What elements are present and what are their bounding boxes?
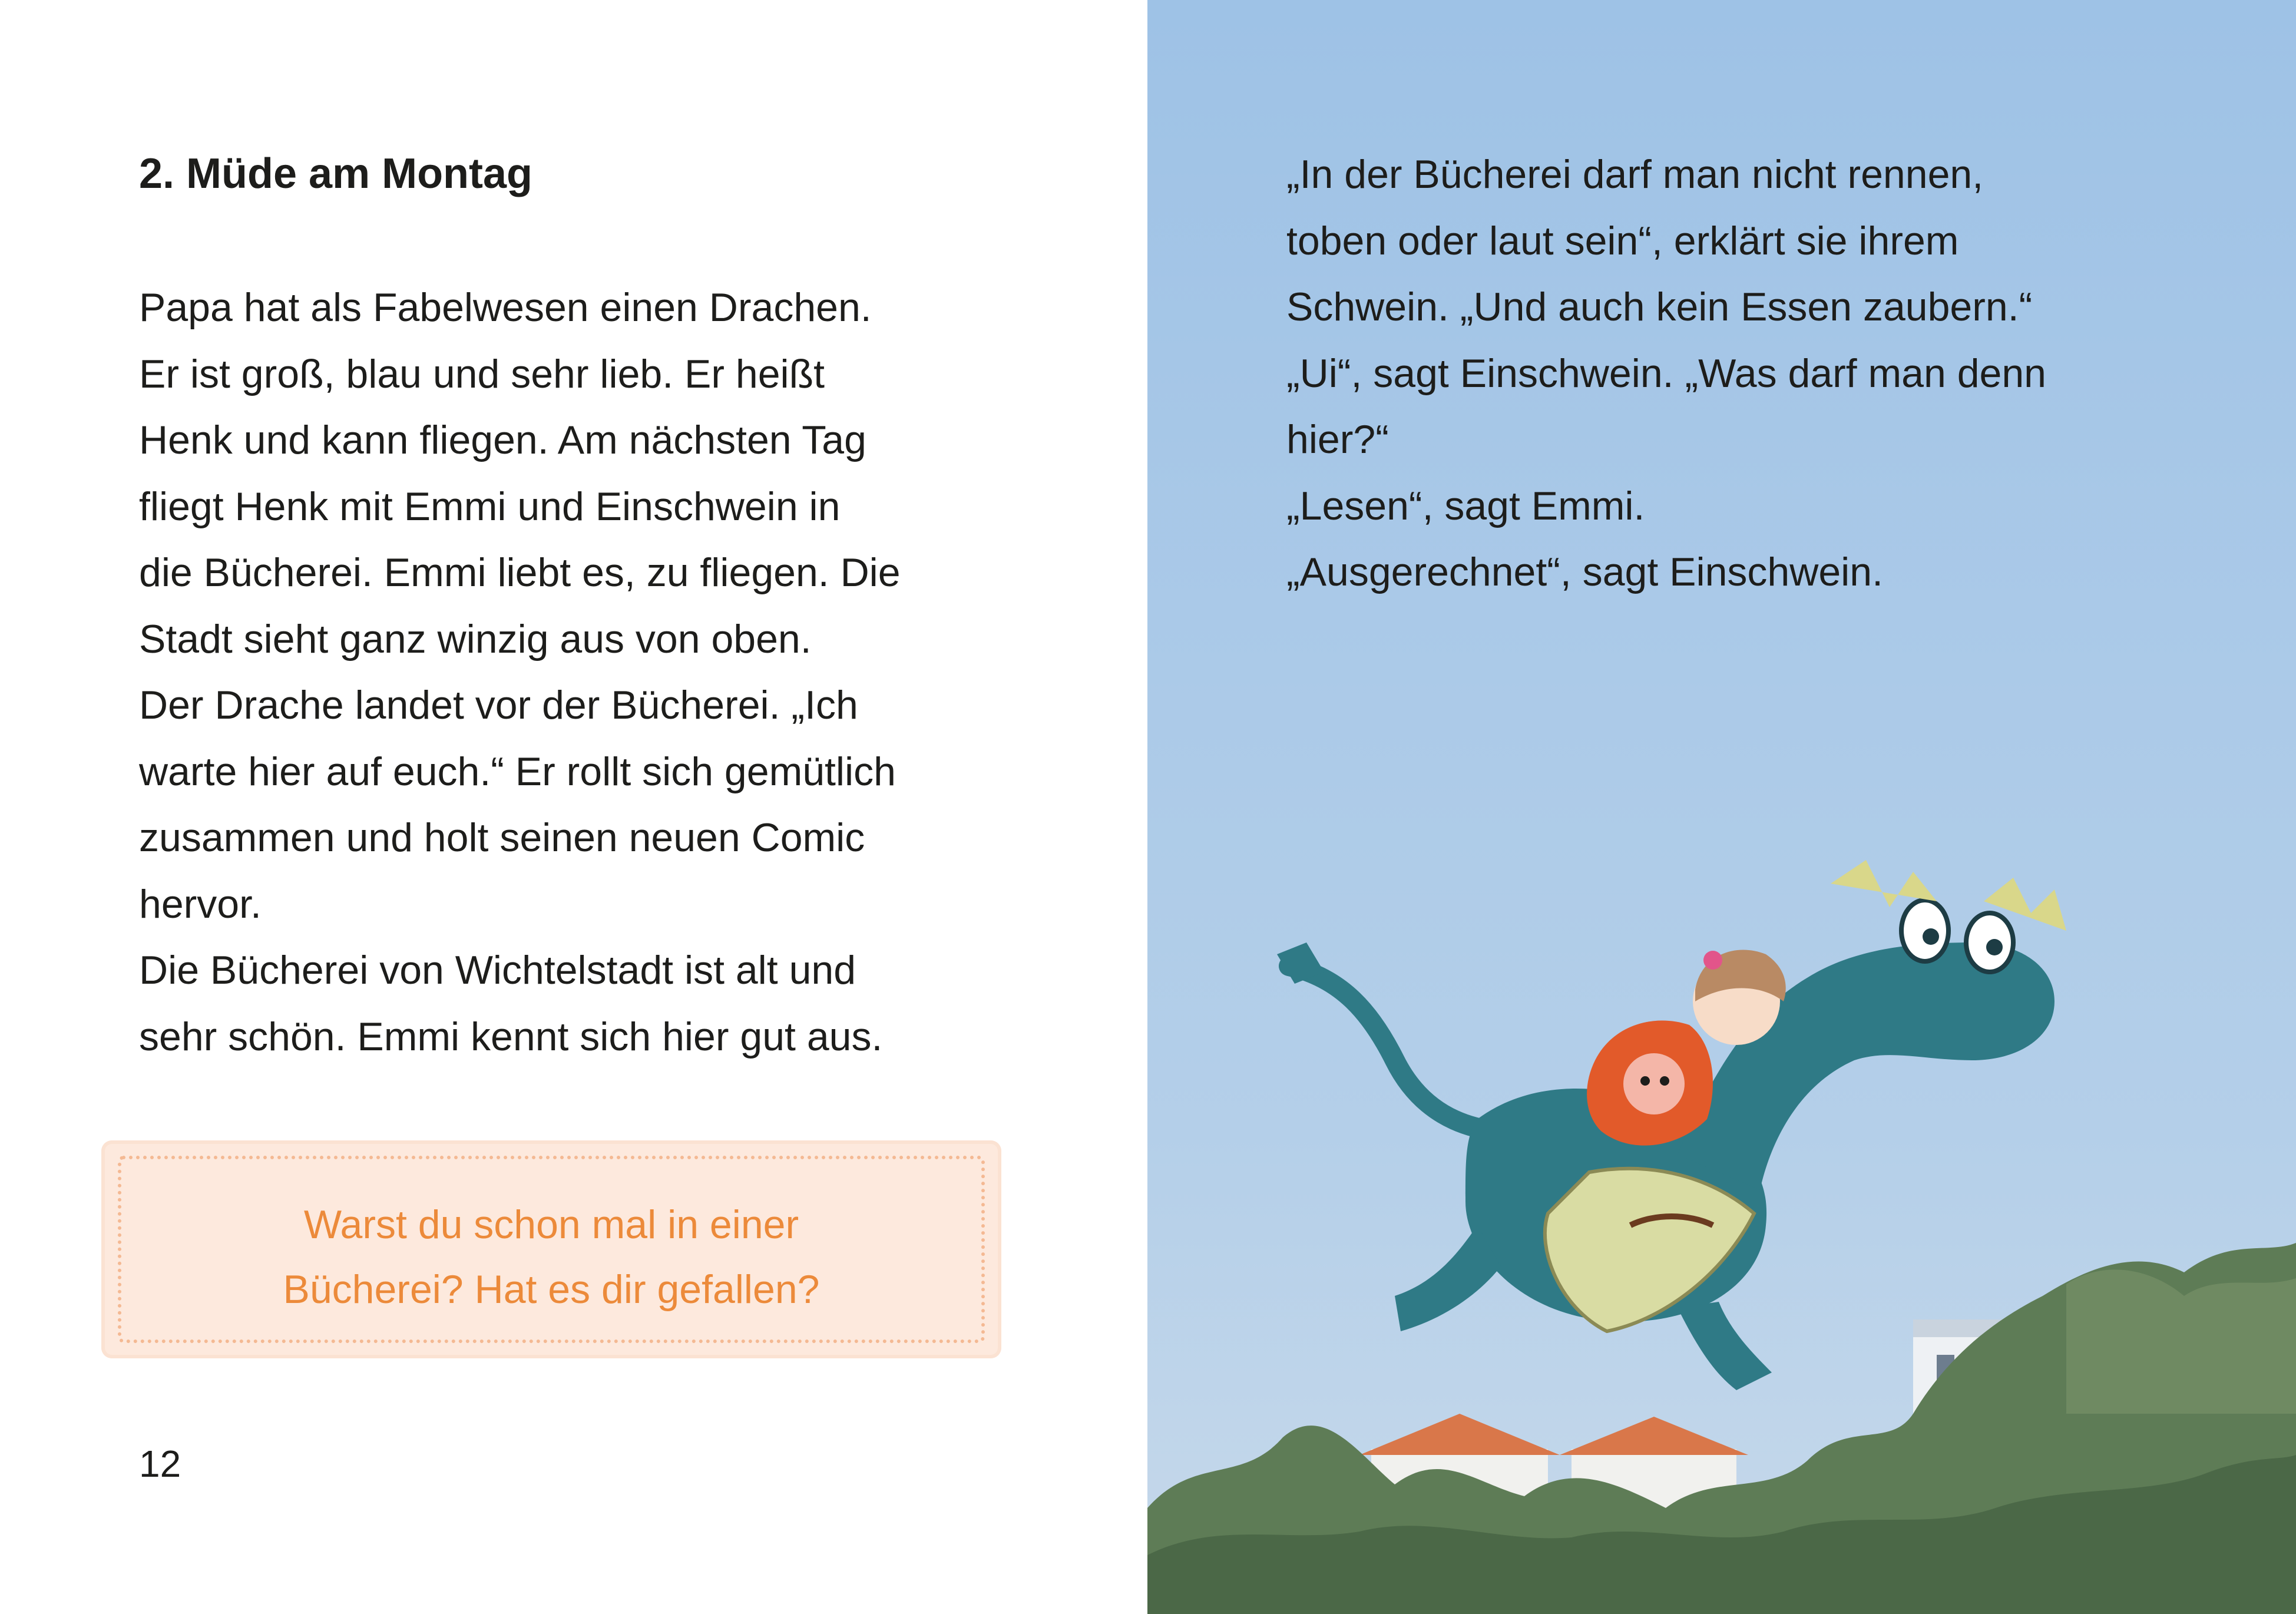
body-line: Er ist groß, blau und sehr lieb. Er heißt [139, 351, 825, 396]
body-line: Die Bücherei von Wichtelstadt ist alt und [139, 948, 856, 993]
body-line: Stadt sieht ganz winzig aus von oben. [139, 616, 812, 662]
body-line: die Bücherei. Emmi liebt es, zu fliegen. Die [139, 550, 901, 595]
body-line: warte hier auf euch.“ Er rollt sich gemütlich [139, 749, 896, 794]
page-number: 12 [139, 1443, 181, 1485]
left-body-text [139, 274, 1105, 1070]
question-text [101, 1192, 1001, 1322]
body-line: Papa hat als Fabelwesen einen Drachen. [139, 285, 872, 330]
question-line: Bücherei? Hat es dir gefallen? [283, 1267, 820, 1312]
body-line: Henk und kann fliegen. Am nächsten Tag [139, 418, 866, 462]
body-line: Der Drache landet vor der Bücherei. „Ich [139, 683, 858, 727]
right-body-text [1286, 141, 2252, 606]
body-line: hier?“ [1286, 417, 1389, 462]
body-line: „Ui“, sagt Einschwein. „Was darf man denn [1286, 350, 2046, 396]
body-line: zusammen und holt seinen neuen Comic [139, 815, 865, 860]
body-line: hervor. [139, 881, 262, 927]
chapter-title: 2. Müde am Montag [139, 150, 533, 197]
right-page [1147, 0, 2296, 1614]
body-line: toben oder laut sein“, erklärt sie ihrem [1286, 218, 1959, 263]
body-line: sehr schön. Emmi kennt sich hier gut aus. [139, 1014, 883, 1059]
body-line: fliegt Henk mit Emmi und Einschwein in [139, 484, 841, 529]
question-box [101, 1140, 1001, 1358]
body-line: „In der Bücherei darf man nicht rennen, [1286, 152, 1984, 197]
question-line: Warst du schon mal in einer [303, 1202, 799, 1247]
body-line: Schwein. „Und auch kein Essen zaubern.“ [1286, 285, 2033, 329]
left-page [0, 0, 1147, 1614]
body-line: „Lesen“, sagt Emmi. [1286, 483, 1645, 528]
body-line: „Ausgerechnet“, sagt Einschwein. [1286, 550, 1883, 594]
